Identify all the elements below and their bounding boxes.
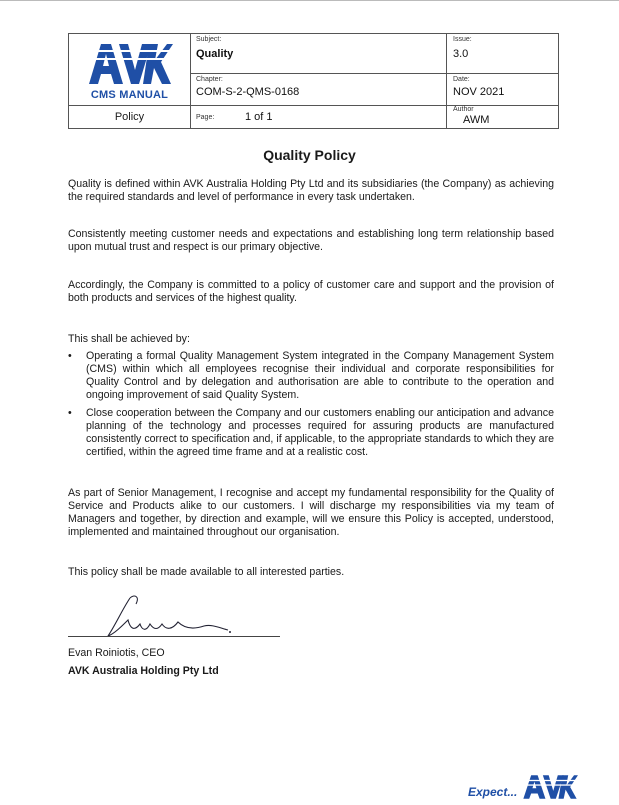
bullet-text: Close cooperation between the Company and our customers enabling our anticipation and advance planning of the technology and processes required for assuring products are manufactured consistently correct to specification and, if applicable, to the appropriate standards to which they are certified, within the agreed time frame and at a realistic cost.	[86, 407, 554, 458]
signature-line	[68, 636, 280, 637]
top-rule	[0, 0, 619, 1]
paragraph-availability: This policy shall be made available to all interested parties.	[68, 566, 345, 578]
bullet-text: Operating a formal Quality Management System integrated in the Company Management System (CMS) within which all employees recognise their individual and corporate responsibilities for Quality Control and by delegation and authorisation are able to contribute to the operation and ongoing improvement of said Quality System.	[86, 350, 554, 401]
policy-label: Policy	[114, 111, 145, 123]
footer-avk-logo-icon	[522, 774, 578, 800]
footer-tagline: Expect...	[468, 785, 518, 799]
page-value: 1 of 1	[245, 111, 273, 123]
signatory-name: Evan Roiniotis, CEO	[68, 647, 165, 659]
paragraph-closing: As part of Senior Management, I recognise and accept my fundamental responsibility for the Quality of Service and Products alike to our customers. I will discharge my responsibilities via my team of Managers and together, by direction and example, will we ensure this Policy is accepted, understood, implemented and maintained throughout our organisation.	[68, 487, 554, 538]
paragraph-objective: Consistently meeting customer needs and expectations and establishing long term relationship based upon mutual trust and respect is our primary objective.	[68, 228, 554, 253]
date-label: Date:	[453, 76, 470, 83]
paragraph-definition: Quality is defined within AVK Australia Holding Pty Ltd and its subsidiaries (the Company) as achieving the required standards and level of performance in every task undertaken.	[68, 178, 554, 203]
document-title: Quality Policy	[263, 147, 356, 163]
subject-value: Quality	[196, 48, 234, 60]
document-header-table	[68, 33, 559, 129]
subject-label: Subject:	[196, 36, 222, 43]
logo-cell	[69, 34, 190, 105]
chapter-label: Chapter:	[196, 76, 223, 83]
bullet-list	[68, 350, 554, 464]
list-item	[68, 407, 554, 459]
bullet-marker: •	[68, 407, 72, 419]
issue-label: Issue:	[453, 36, 472, 43]
list-item	[68, 350, 554, 402]
author-value: AWM	[463, 114, 490, 126]
avk-logo-icon	[87, 40, 173, 86]
signatory-company: AVK Australia Holding Pty Ltd	[68, 665, 219, 677]
author-label: Author	[453, 106, 474, 113]
date-value: NOV 2021	[453, 86, 505, 98]
page-label: Page:	[196, 114, 215, 121]
paragraph-achieved-by: This shall be achieved by:	[68, 333, 190, 345]
cms-manual-label: CMS MANUAL	[90, 89, 169, 101]
paragraph-commitment: Accordingly, the Company is committed to a policy of customer care and support and the provision of both products and services of the highest quality.	[68, 279, 554, 304]
bullet-marker: •	[68, 350, 72, 362]
issue-value: 3.0	[453, 48, 469, 60]
chapter-value: COM-S-2-QMS-0168	[196, 86, 300, 98]
